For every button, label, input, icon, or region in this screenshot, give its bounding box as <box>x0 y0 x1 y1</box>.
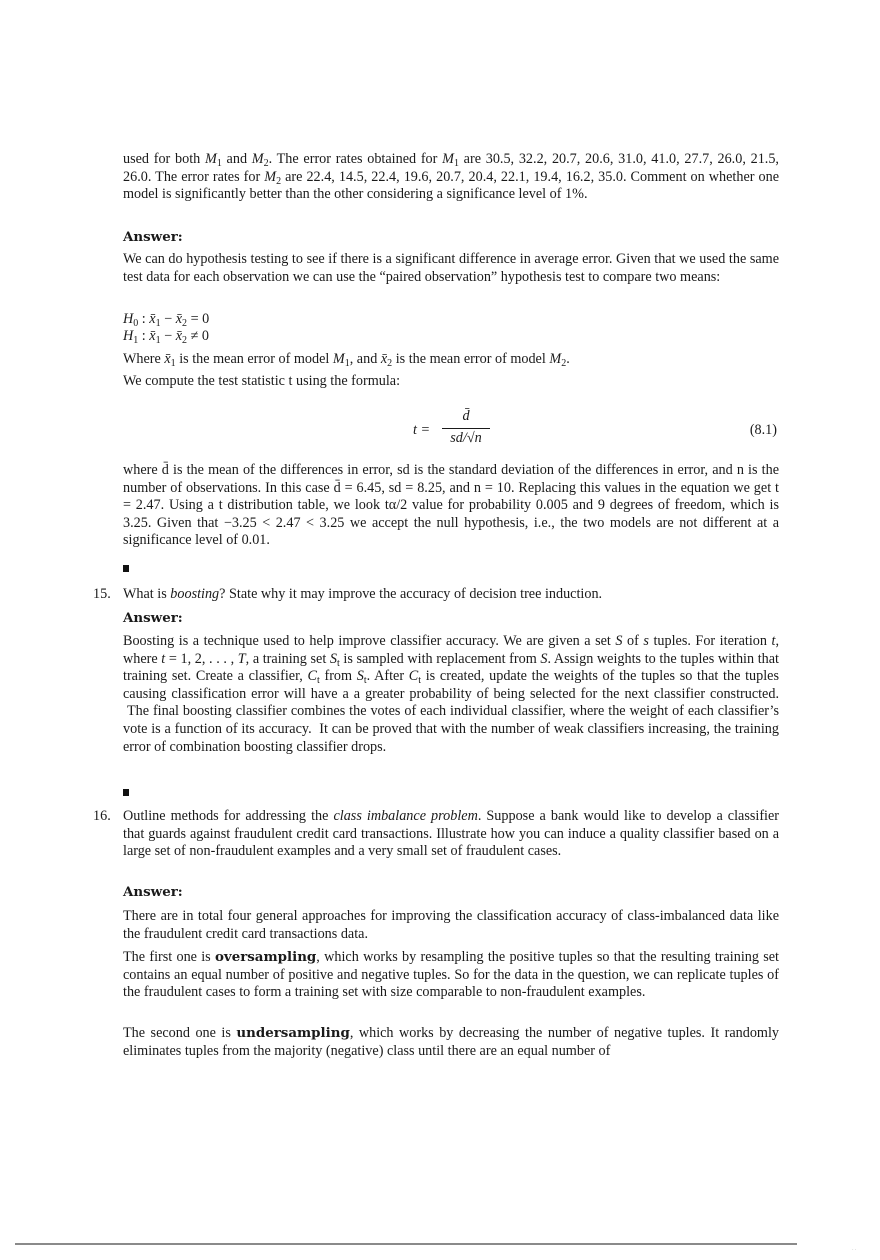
answer-16-oversampling: The first one is oversampling, which works by resampling the positive tuples so that the resulting training set contains an equal number of positive and negative tuples. So for the data in the question, we can replicate tuples of the fraudulent cases to form a training set with size comparable to non-fraudulent examples. <box>123 949 779 1001</box>
equation-fraction: d̄ sd/√n <box>442 408 490 448</box>
answer-label-14: Answer: <box>123 229 183 245</box>
hypothesis-h1: $H_1$ : $x̄_1$ − $x̄_2 \ne 0$ <box>123 328 210 346</box>
qed-14 <box>123 560 779 578</box>
answer-14-where: Where $x̄_1$ is the mean error of model $M_1$, and $x̄_2$ is the mean error of model $M_2$. <box>123 351 570 369</box>
answer-label-15: Answer: <box>123 610 183 626</box>
equation-8-1 <box>123 408 779 454</box>
answer-16-undersampling: The second one is undersampling, which works by decreasing the number of negative tuples. It randomly eliminates tuples from the majority (negative) class until there are an equal number of <box>123 1025 779 1059</box>
answer-14-paragraph-2: where d̄ is the mean of the differences in error, sd is the standard deviation of the differences in error, and n is the number of observations. In this case d̄ = 6.45, sd = 8.25, and n = 10. Replacing this values in the equation we get t = 2.47. Using a t distribution table, we look tα/2 value for probability 0.005 and 9 degrees of freedom, which is 3.25. Given that −3.25 < 2.47 < 3.25 we accept the null hypothesis, i.e., the two models are not different at a significance level of 0.01. <box>123 462 779 549</box>
equation-number: (8.1) <box>749 422 777 438</box>
answer-label-16: Answer: <box>123 884 183 900</box>
footer-rule <box>15 1243 797 1245</box>
question-14-paragraph: used for both $M_1$ and $M_2$. The error rates obtained for $M_1$ are 30.5, 32.2, 20.7, 20.6, 31.0, 41.0, 27.7, 26.0, 21.5, 26.0. The error rates for $M_2$ are 22.4, 14.5, 22.4, 19.6, 20.7, 20.4, 22.1, 19.4, 16.2, 35.0. Comment on whether one model is significantly better than the other considering a significance level of 1%. <box>123 151 779 203</box>
answer-14-intro <box>123 251 779 286</box>
answer-14-paragraph-1: We can do hypothesis testing to see if there is a significant difference in average error. Given that we used the same test data for each observation we can use the “paired observation” hypothesis test to compare two means: <box>123 251 779 285</box>
end-of-proof-icon <box>123 565 129 572</box>
answer-15: Boosting is a technique used to help improve classifier accuracy. We are given a set S of s tuples. For iteration t, where t = 1, 2, . . . , T, a training set $S_t$ is sampled with replacement from S. Assign weights to the tuples within that training set. Create a classifier, $C_t$ from $S_t$. After $C_t$ is created, update the weights of the tuples so that the tuples causing classification error will have a a greater probability of being selected for the next classifier constructed. The final boosting classifier combines the votes of each individual classifier, where the weight of each classifier’s vote is a function of its accuracy. It can be proved that with the number of weak classifiers increasing, the training error of combination boosting classifier drops. <box>123 633 779 755</box>
question-number: 16. <box>93 808 111 824</box>
answer-16-paragraph-1: There are in total four general approaches for improving the classification accuracy of class-imbalanced data like the fraudulent credit card transactions data. <box>123 908 779 942</box>
question-number: 15. <box>93 586 111 602</box>
end-of-proof-icon <box>123 789 129 796</box>
answer-14-compute: We compute the test statistic t using the formula: <box>123 373 401 389</box>
question-16: 16. Outline methods for addressing the class imbalance problem. Suppose a bank would like to develop a classifier that guards against fraudulent credit card transactions. Illustrate how you can induce a quality classifier based on a large set of non-fraudulent examples and a very small set of fraudulent cases. <box>93 808 780 860</box>
question-14-text <box>123 151 779 204</box>
equation-lhs: t = <box>413 422 431 438</box>
page-corner-mark: · · <box>852 1248 857 1253</box>
qed-15 <box>123 784 779 802</box>
hypothesis-h0: $H_0$ : $x̄_1$ − $x̄_2 = 0$ <box>123 311 210 329</box>
question-15: 15. What is boosting? State why it may improve the accuracy of decision tree induction. <box>93 586 603 602</box>
